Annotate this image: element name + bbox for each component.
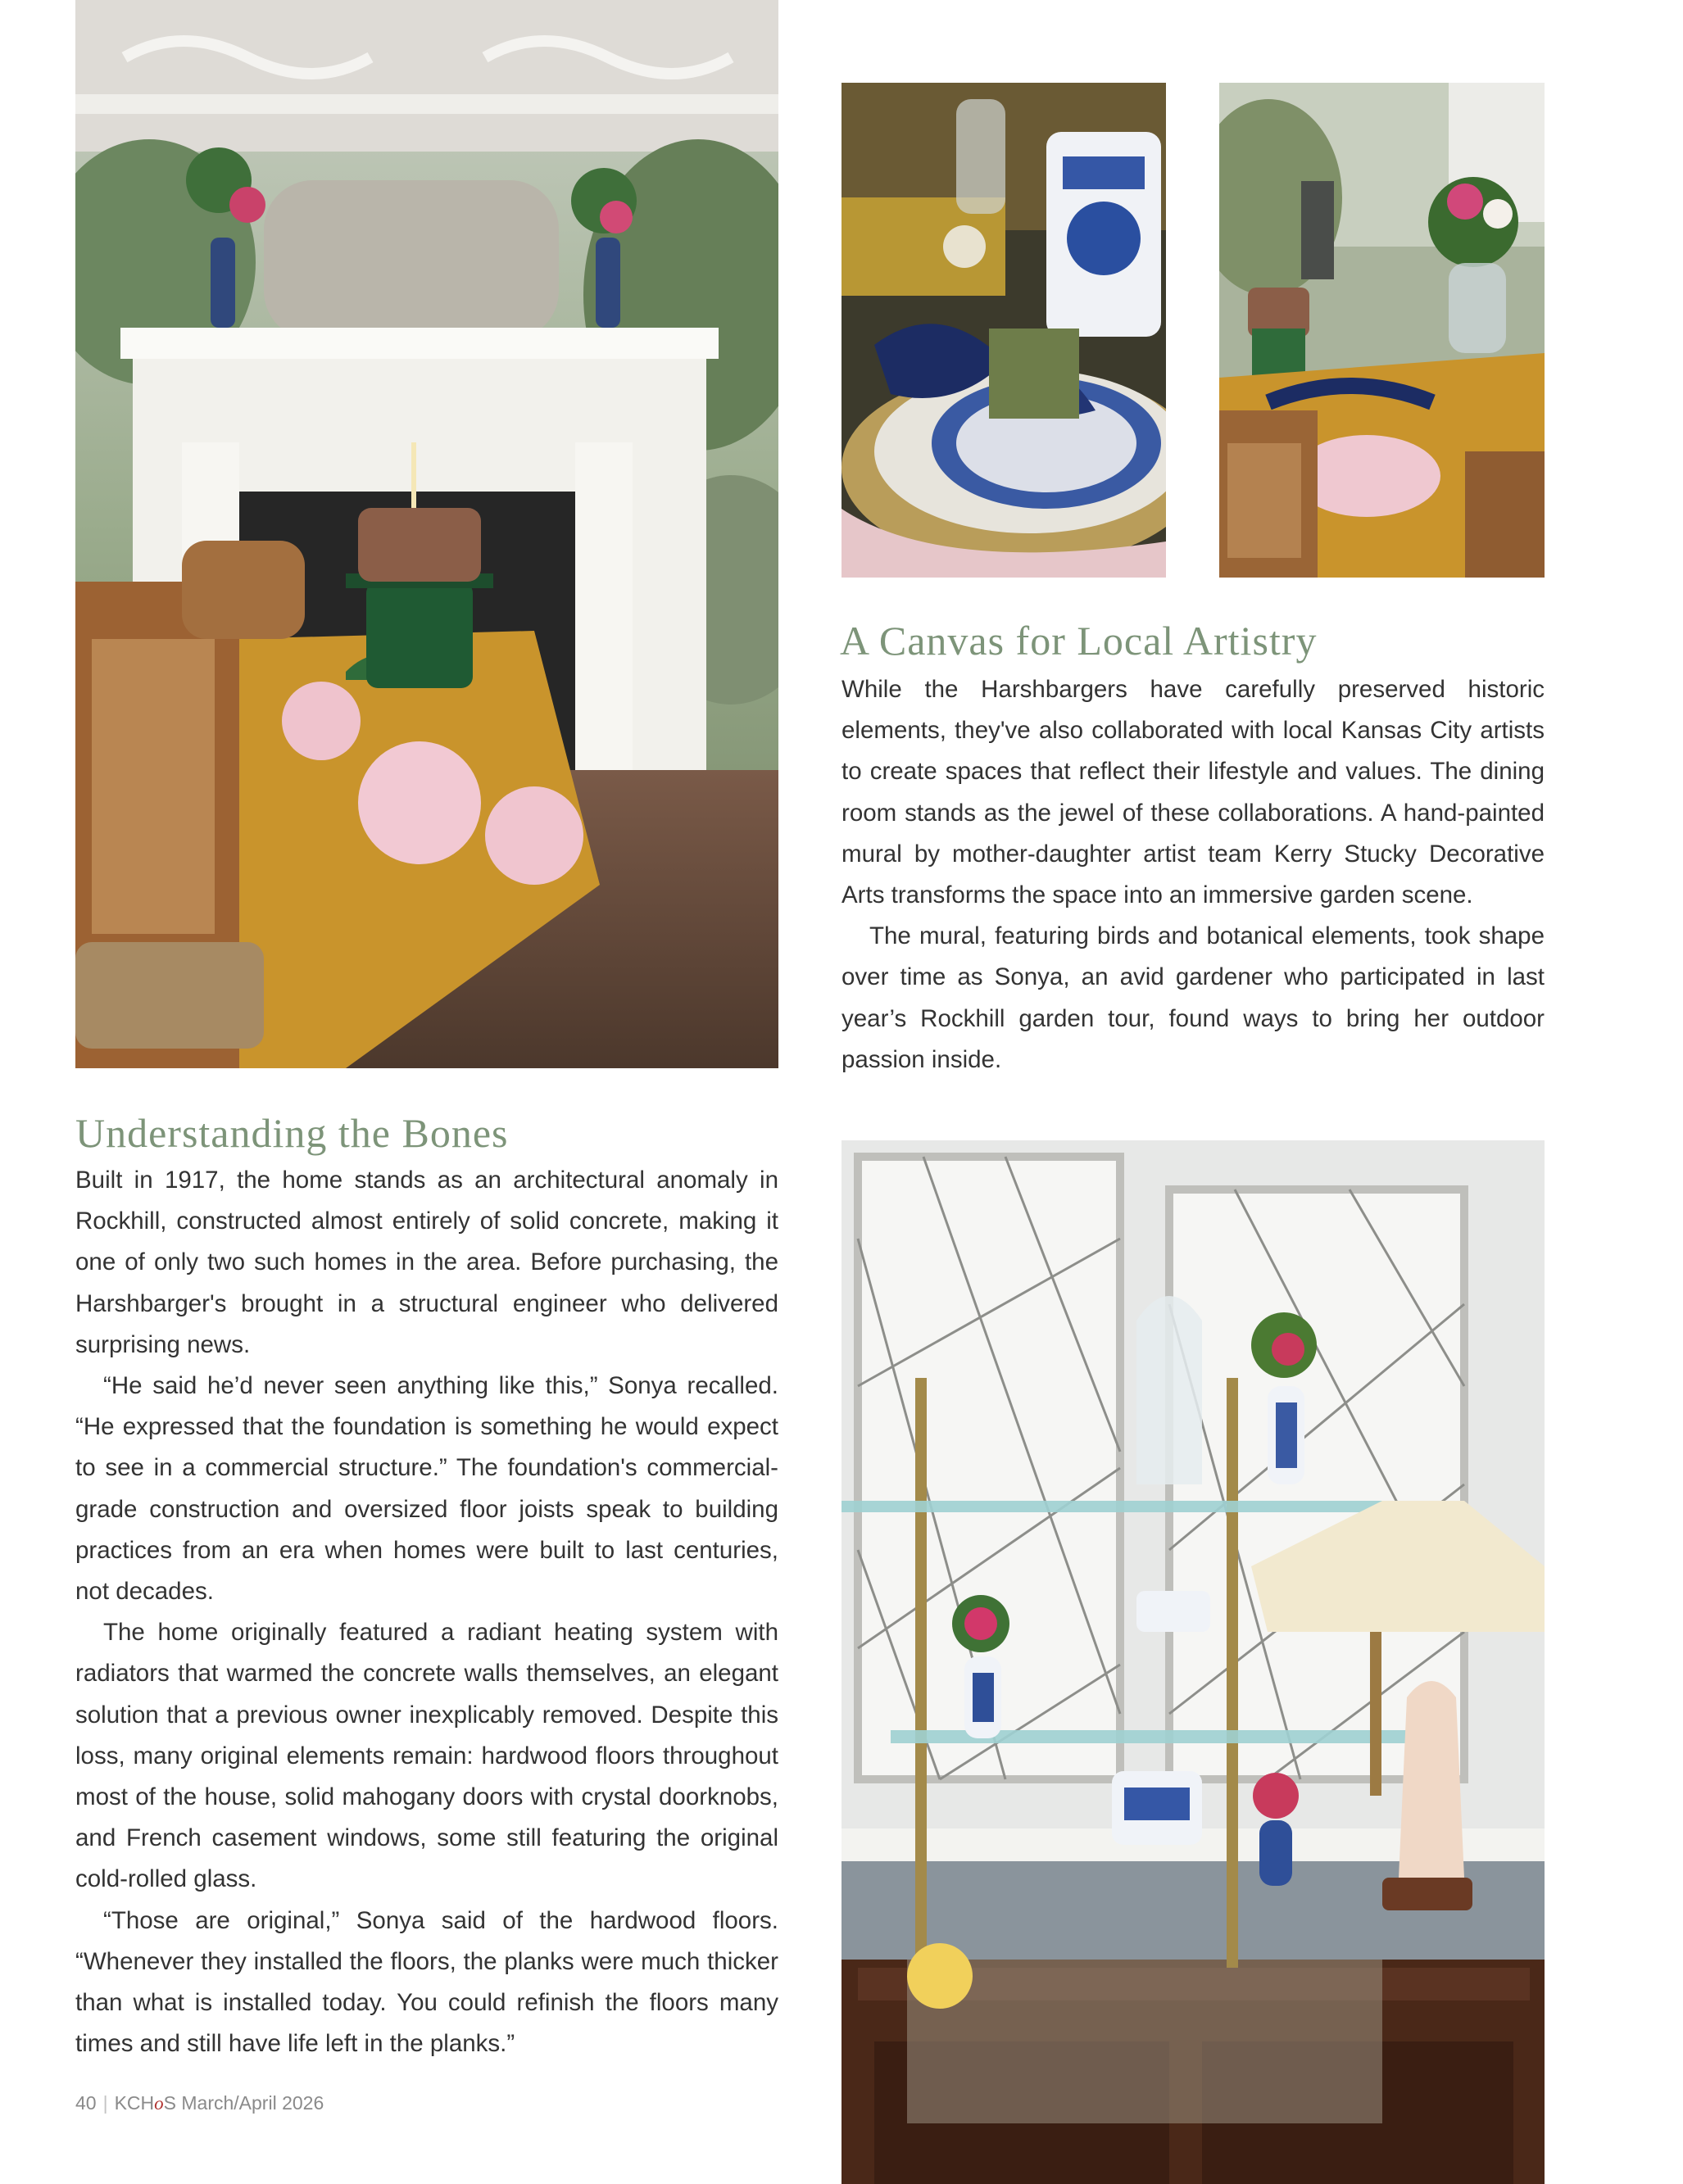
section-heading-artistry: A Canvas for Local Artistry: [840, 618, 1318, 664]
paragraph: “Those are original,” Sonya said of the hardwood floors. “Whenever they installed the floors, the planks were much thicker than what is installed today. You could refinish the floors many times and still have life left in the planks.”: [75, 1906, 778, 2058]
place-setting-photo: [842, 83, 1166, 578]
dining-room-fireplace-photo: [75, 0, 778, 1068]
logo-prefix: KCH: [114, 2092, 155, 2114]
logo-suffix: S: [163, 2092, 176, 2114]
paragraph: While the Harshbargers have carefully preserved historic elements, they've also collaborated with local Kansas City artists to create spaces that reflect their lifestyle and values. The dining room stands as the jewel of these collaborations. A hand-painted mural by mother-daughter artist team Kerry Stucky Decorative Arts transforms the space into an immersive garden scene.: [842, 676, 1545, 909]
page-number: 40: [75, 2092, 97, 2114]
issue-date: March/April 2026: [181, 2092, 324, 2114]
magazine-logo: [115, 2092, 176, 2114]
sideboard-photo: [842, 1140, 1545, 2184]
article-body-artistry: [842, 669, 1545, 1081]
section-heading-bones: Understanding the Bones: [75, 1110, 509, 1156]
page-folio: [75, 2091, 324, 2116]
logo-mark: o: [154, 2093, 164, 2114]
paragraph: The mural, featuring birds and botanical elements, took shape over time as Sonya, an avid gardener who participated in last year’s Rockhill garden tour, found ways to bring her outdoor passion inside.: [842, 922, 1545, 1073]
paragraph: “He said he’d never seen anything like this,” Sonya recalled. “He expressed that the foundation is something he would expect to see in a commercial structure.” The foundation's commercial-grade construction and oversized floor joists speak to building practices from an era when homes were built to last centuries, not decades.: [75, 1372, 778, 1606]
paragraph: Built in 1917, the home stands as an architectural anomaly in Rockhill, constructed almost entirely of solid concrete, making it one of only two such homes in the area. Before purchasing, the Harshbarger's brought in a structural engineer who delivered surprising news.: [75, 1167, 778, 1358]
table-view-photo: [1219, 83, 1545, 578]
article-body-bones: [75, 1160, 778, 2064]
paragraph: The home originally featured a radiant heating system with radiators that warmed the concrete walls themselves, an elegant solution that a previous owner inexplicably removed. Despite this loss, many original elements remain: hardwood floors throughout most of the house, solid mahogany doors with crystal doorknobs, and French casement windows, some still featuring the original cold-rolled glass.: [75, 1619, 778, 1893]
folio-separator: |: [102, 2092, 108, 2114]
